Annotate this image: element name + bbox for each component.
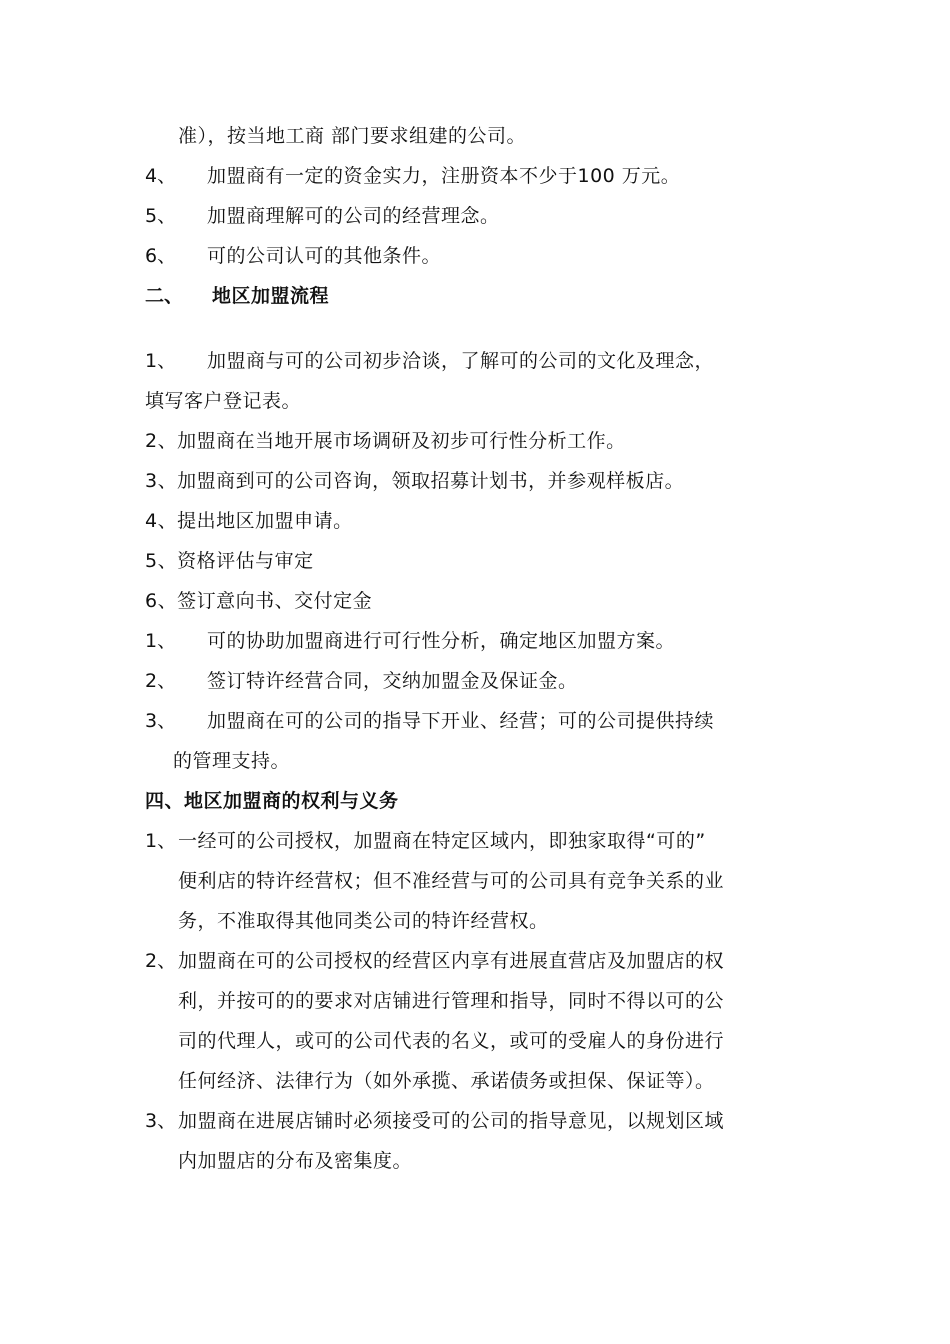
process-step-3: 3、加盟商到可的公司咨询，领取招募计划书，并参观样板店。 bbox=[145, 470, 685, 492]
right-2-number: 2、 bbox=[145, 950, 177, 972]
section-4-heading: 四、地区加盟商的权利与义务 bbox=[145, 790, 399, 812]
section-2-heading: 地区加盟流程 bbox=[212, 285, 330, 307]
process-step-4: 4、提出地区加盟申请。 bbox=[145, 510, 353, 532]
condition-5-number: 5、 bbox=[145, 205, 177, 227]
process-1-text-cont: 填写客户登记表。 bbox=[145, 390, 302, 412]
right-3-number: 3、 bbox=[145, 1110, 177, 1132]
right-1-line-3: 务，不准取得其他同类公司的特许经营权。 bbox=[178, 910, 549, 932]
right-1-number: 1、 bbox=[145, 830, 177, 852]
right-1-line-1: 一经可的公司授权，加盟商在特定区域内，即独家取得“可的” bbox=[178, 830, 706, 852]
right-2-line-2: 利，并按可的的要求对店铺进行管理和指导，同时不得以可的公 bbox=[178, 990, 725, 1012]
process2-1-text: 可的协助加盟商进行可行性分析，确定地区加盟方案。 bbox=[207, 630, 676, 652]
process-1-number: 1、 bbox=[145, 350, 177, 372]
process2-1-number: 1、 bbox=[145, 630, 177, 652]
right-2-line-1: 加盟商在可的公司授权的经营区内享有进展直营店及加盟店的权 bbox=[178, 950, 725, 972]
process-step-6: 6、签订意向书、交付定金 bbox=[145, 590, 373, 612]
right-2-line-3: 司的代理人，或可的公司代表的名义，或可的受雇人的身份进行 bbox=[178, 1030, 725, 1052]
right-2-line-4: 任何经济、法律行为（如外承揽、承诺债务或担保、保证等）。 bbox=[178, 1070, 715, 1092]
process-step-2: 2、加盟商在当地开展市场调研及初步可行性分析工作。 bbox=[145, 430, 626, 452]
process-step-5: 5、资格评估与审定 bbox=[145, 550, 314, 572]
process2-3-text-cont: 的管理支持。 bbox=[173, 750, 291, 772]
right-3-line-1: 加盟商在进展店铺时必须接受可的公司的指导意见，以规划区域 bbox=[178, 1110, 725, 1132]
process2-3-text: 加盟商在可的公司的指导下开业、经营；可的公司提供持续 bbox=[207, 710, 715, 732]
process2-2-text: 签订特许经营合同，交纳加盟金及保证金。 bbox=[207, 670, 578, 692]
section-2-number: 二、 bbox=[145, 285, 184, 307]
condition-5-text: 加盟商理解可的公司的经营理念。 bbox=[207, 205, 500, 227]
condition-6-number: 6、 bbox=[145, 245, 177, 267]
process2-3-number: 3、 bbox=[145, 710, 177, 732]
right-3-line-2: 内加盟店的分布及密集度。 bbox=[178, 1150, 413, 1172]
condition-6-text: 可的公司认可的其他条件。 bbox=[207, 245, 442, 267]
process-1-text: 加盟商与可的公司初步洽谈，了解可的公司的文化及理念， bbox=[207, 350, 715, 372]
right-1-line-2: 便利店的特许经营权；但不准经营与可的公司具有竞争关系的业 bbox=[178, 870, 725, 892]
condition-4-number: 4、 bbox=[145, 165, 177, 187]
process2-2-number: 2、 bbox=[145, 670, 177, 692]
continuation-line: 准），按当地工商 部门要求组建的公司。 bbox=[178, 125, 527, 147]
condition-4-text: 加盟商有一定的资金实力，注册资本不少于100 万元。 bbox=[207, 165, 681, 187]
